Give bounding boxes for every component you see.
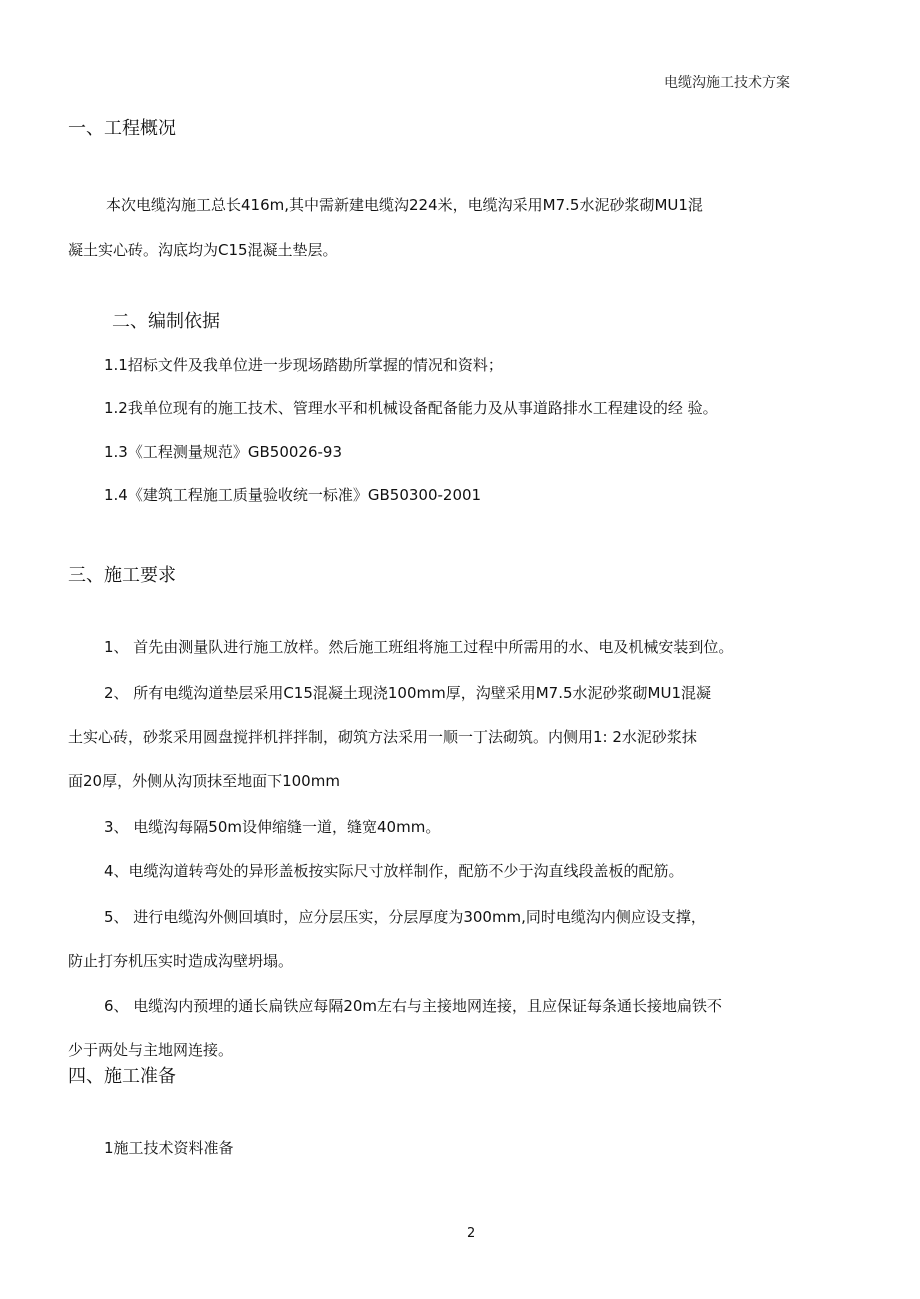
list-item: 2、 所有电缆沟道垫层采用C15混凝土现浇100mm厚，沟壁采用M7.5水泥砂浆砌MU1混凝 <box>104 684 711 702</box>
paragraph-line: 凝土实心砖。沟底均为C15混凝土垫层。 <box>68 241 338 259</box>
list-item: 1施工技术资料准备 <box>104 1139 234 1157</box>
list-item: 5、 进行电缆沟外侧回填时，应分层压实，分层厚度为300mm,同时电缆沟内侧应设支撑， <box>104 908 706 926</box>
section-heading-overview: 一、工程概况 <box>68 118 176 139</box>
paragraph-line: 本次电缆沟施工总长416m,其中需新建电缆沟224米，电缆沟采用M7.5水泥砂浆砌MU1混 <box>106 196 703 214</box>
list-item: 1.3《工程测量规范》GB50026-93 <box>104 443 342 461</box>
page-header-title: 电缆沟施工技术方案 <box>664 75 790 91</box>
list-item: 4、电缆沟道转弯处的异形盖板按实际尺寸放样制作，配筋不少于沟直线段盖板的配筋。 <box>104 862 684 880</box>
list-item: 3、 电缆沟每隔50m设伸缩缝一道，缝宽40mm。 <box>104 818 441 836</box>
paragraph-line: 面20厚，外侧从沟顶抹至地面下100mm <box>68 772 340 790</box>
list-item: 6、 电缆沟内预埋的通长扁铁应每隔20m左右与主接地网连接，且应保证每条通长接地扁铁不 <box>104 997 723 1015</box>
list-item: 1、 首先由测量队进行施工放样。然后施工班组将施工过程中所需用的水、电及机械安装到位。 <box>104 638 734 656</box>
list-item: 1.4《建筑工程施工质量验收统一标准》GB50300-2001 <box>104 486 482 504</box>
list-item: 1.1招标文件及我单位进一步现场踏勘所掌握的情况和资料； <box>104 356 503 374</box>
section-heading-requirements: 三、施工要求 <box>68 565 176 586</box>
section-heading-basis: 二、编制依据 <box>112 311 220 332</box>
paragraph-line: 少于两处与主地网连接。 <box>68 1041 234 1059</box>
section-heading-preparation: 四、施工准备 <box>68 1066 176 1087</box>
list-item: 1.2我单位现有的施工技术、管理水平和机械设备配备能力及从事道路排水工程建设的经 验。 <box>104 399 718 417</box>
paragraph-line: 土实心砖，砂浆采用圆盘搅拌机拌拌制，砌筑方法采用一顺一丁法砌筑。内侧用1: 2水泥砂浆抹 <box>68 728 697 746</box>
page-number: 2 <box>467 1226 476 1241</box>
paragraph-line: 防止打夯机压实时造成沟壁坍塌。 <box>68 952 294 970</box>
